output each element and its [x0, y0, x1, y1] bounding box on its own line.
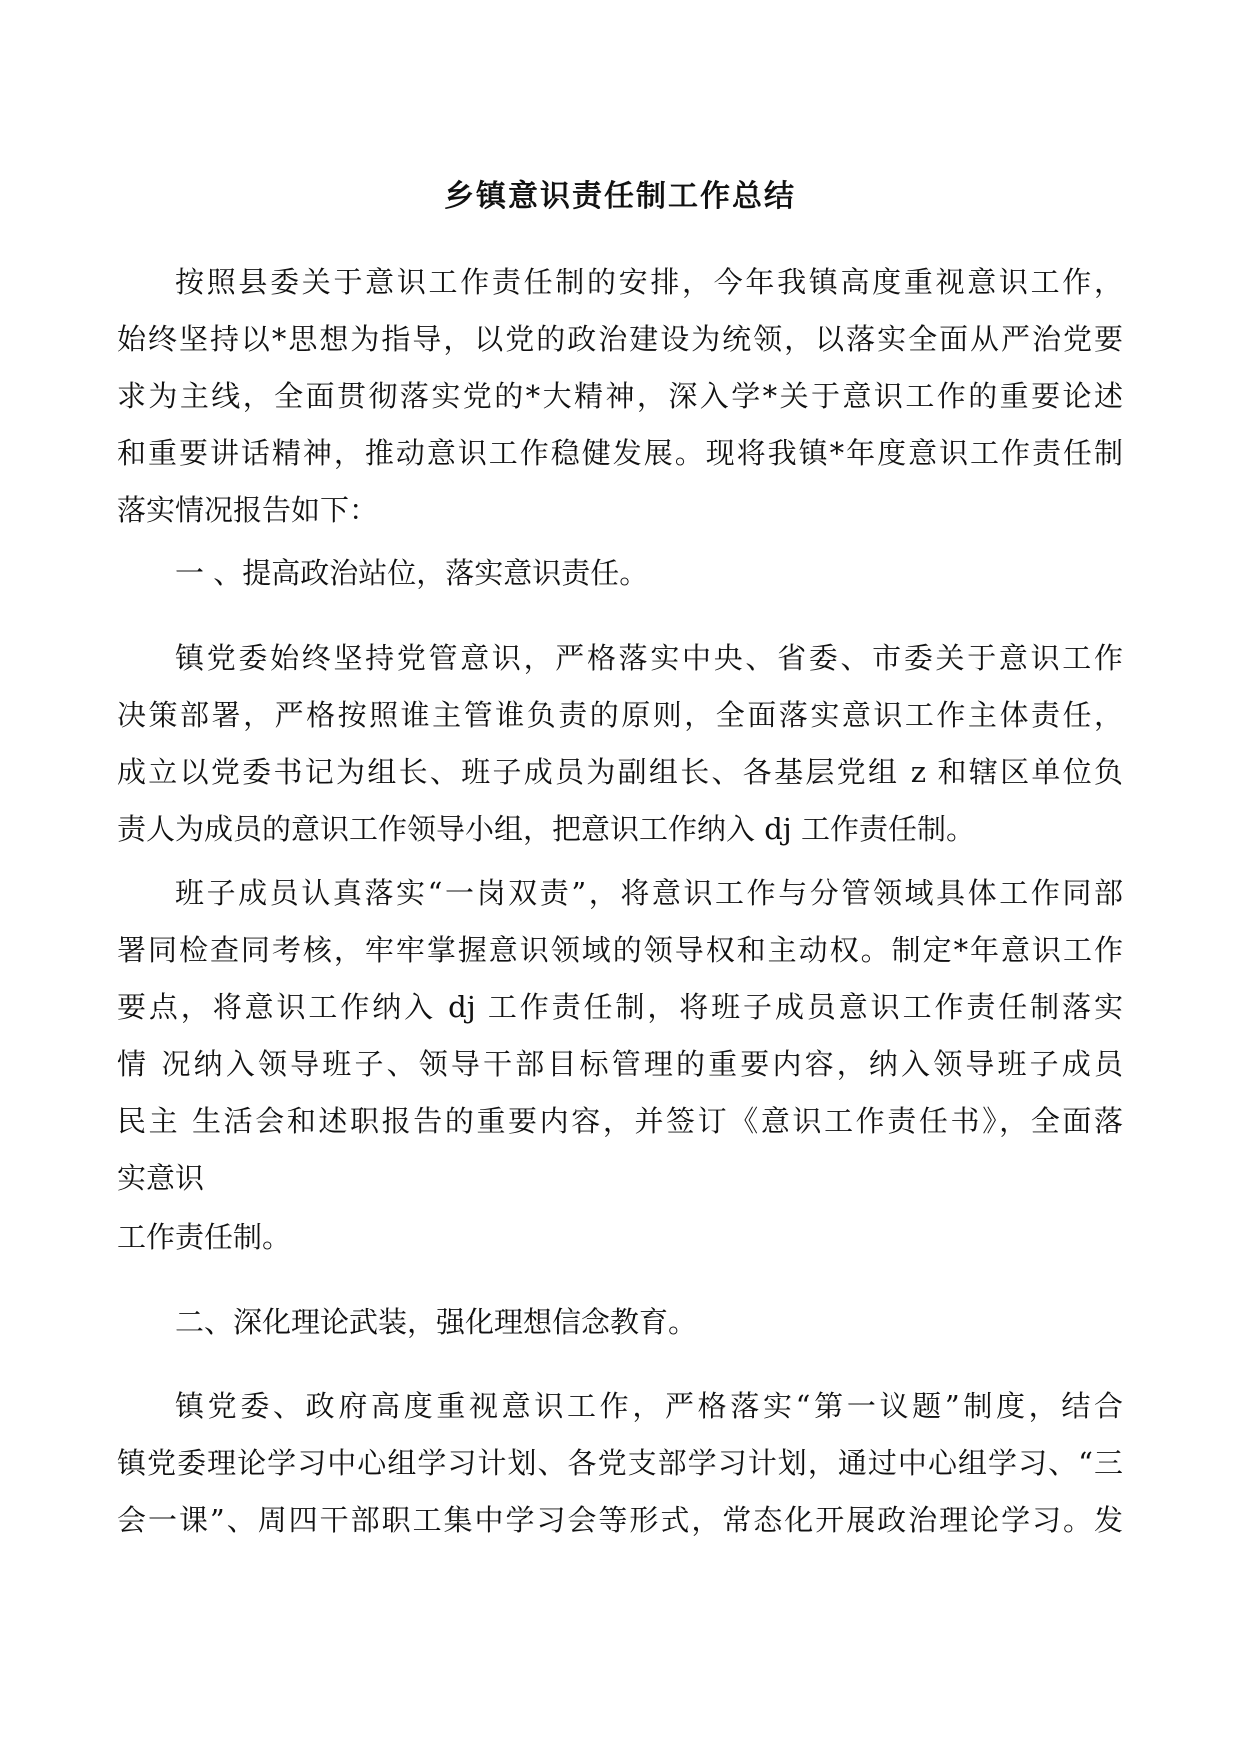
s1p2-line-6: 实意识: [117, 1161, 205, 1195]
intro-line-5: 落实情况报告如下：: [117, 493, 379, 527]
intro-line-2: 始终坚持以*思想为指导，以党的政治建设为统领，以落实全面从严治党要: [117, 322, 1123, 356]
intro-line-4: 和重要讲话精神，推动意识工作稳健发展。现将我镇*年度意识工作责任制: [117, 436, 1123, 470]
s1p1-line-2: 决策部署，严格按照谁主管谁负责的原则，全面落实意识工作主体责任，: [117, 698, 1123, 732]
section-1-paragraph-2-tail: 工作责任制。: [117, 1220, 292, 1254]
s2p1-line-2: 镇党委理论学习中心组学习计划、各党支部学习计划，通过中心组学习、“三: [117, 1446, 1123, 1480]
intro-line-1: 按照县委关于意识工作责任制的安排，今年我镇高度重视意识工作，: [175, 265, 1123, 299]
section-1-heading: 一 、提高政治站位，落实意识责任。: [175, 556, 649, 590]
s1p1-line-3: 成立以党委书记为组长、班子成员为副组长、各基层党组 z 和辖区单位负: [117, 755, 1123, 789]
s1p1-line-1: 镇党委始终坚持党管意识，严格落实中央、省委、市委关于意识工作: [175, 641, 1123, 675]
section-1-paragraph-2: [117, 865, 1123, 1207]
intro-line-3: 求为主线，全面贯彻落实党的*大精神，深入学*关于意识工作的重要论述: [117, 379, 1123, 413]
intro-paragraph: [117, 254, 1123, 539]
s1p2-line-2: 署同检查同考核，牢牢掌握意识领域的领导权和主动权。制定*年意识工作: [117, 933, 1123, 967]
s1p2-line-4: 情 况纳入领导班子、领导干部目标管理的重要内容，纳入领导班子成员: [117, 1047, 1123, 1081]
s1p1-line-4: 责人为成员的意识工作领导小组，把意识工作纳入 dj 工作责任制。: [117, 812, 975, 846]
s1p2-line-1: 班子成员认真落实“一岗双责”，将意识工作与分管领域具体工作同部: [175, 876, 1123, 910]
document-title: 乡镇意识责任制工作总结: [444, 179, 796, 214]
s2p1-line-1: 镇党委、政府高度重视意识工作，严格落实“第一议题”制度，结合: [175, 1389, 1123, 1423]
s1p2-line-5: 民主 生活会和述职报告的重要内容，并签订《意识工作责任书》，全面落: [117, 1104, 1123, 1138]
s2p1-line-3: 会一课”、周四干部职工集中学习会等形式，常态化开展政治理论学习。发: [117, 1503, 1123, 1537]
section-2-paragraph-1: [117, 1378, 1123, 1549]
section-1-paragraph-1: [117, 630, 1123, 858]
s1p2-line-3: 要点，将意识工作纳入 dj 工作责任制，将班子成员意识工作责任制落实: [117, 990, 1123, 1024]
section-2-heading: 二、深化理论武装，强化理想信念教育。: [175, 1305, 698, 1339]
